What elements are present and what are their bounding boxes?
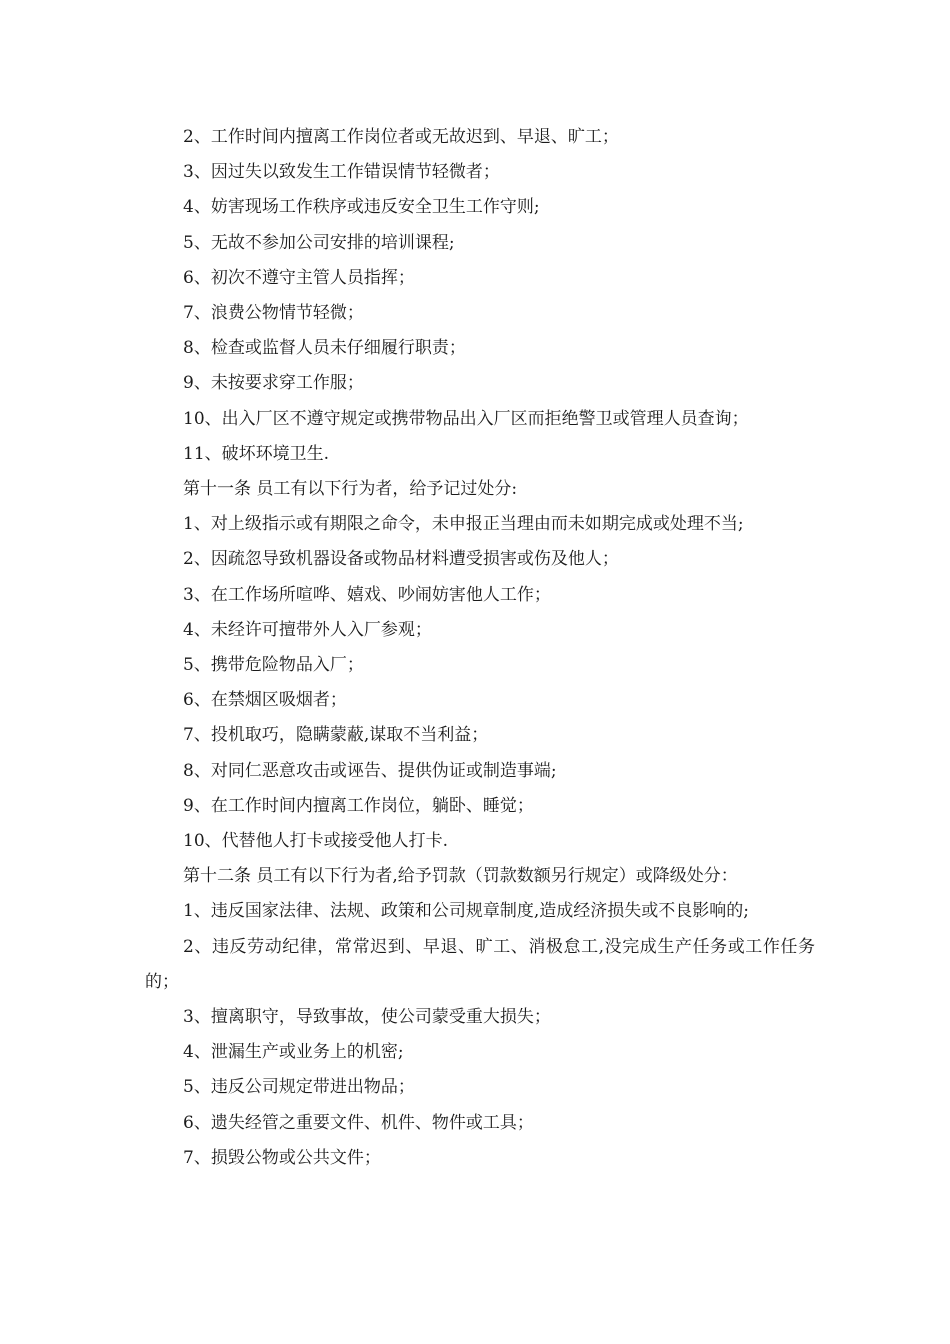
clause-line: 8、检查或监督人员未仔细履行职责； <box>183 338 466 359</box>
clause-line: 4、泄漏生产或业务上的机密; <box>183 1042 404 1063</box>
clause-line: 8、对同仁恶意攻击或诬告、提供伪证或制造事端; <box>183 760 557 781</box>
clause-line: 1、对上级指示或有期限之命令，未申报正当理由而未如期完成或处理不当; <box>183 514 744 535</box>
clause-line: 11、破坏环境卫生. <box>183 443 330 464</box>
document-body <box>145 120 815 1176</box>
clause-line: 9、在工作时间内擅离工作岗位，躺卧、睡觉； <box>183 795 534 816</box>
clause-line: 7、投机取巧，隐瞒蒙蔽,谋取不当利益； <box>183 725 489 746</box>
clause-line: 10、出入厂区不遵守规定或携带物品出入厂区而拒绝警卫或管理人员查询； <box>183 408 749 429</box>
clause-line: 5、携带危险物品入厂； <box>183 655 364 676</box>
clause-line: 4、未经许可擅带外人入厂参观； <box>183 619 432 640</box>
clause-line: 2、因疏忽导致机器设备或物品材料遭受损害或伤及他人； <box>183 549 619 570</box>
clause-line: 6、初次不遵守主管人员指挥； <box>183 267 415 288</box>
clause-paragraph: 1、违反国家法律、法规、政策和公司规章制度,造成经济损失或不良影响的; <box>183 901 749 922</box>
clause-line: 10、代替他人打卡或接受他人打卡. <box>183 831 449 852</box>
clause-line: 5、无故不参加公司安排的培训课程; <box>183 232 455 253</box>
clause-line: 9、未按要求穿工作服； <box>183 373 364 394</box>
clause-line: 3、因过失以致发生工作错误情节轻微者； <box>183 162 500 183</box>
clause-line: 6、遗失经管之重要文件、机件、物件或工具； <box>183 1112 534 1133</box>
article-heading: 第十一条 员工有以下行为者，给予记过处分: <box>183 479 518 500</box>
clause-line: 4、妨害现场工作秩序或违反安全卫生工作守则; <box>183 197 540 218</box>
clause-line: 6、在禁烟区吸烟者； <box>183 690 347 711</box>
clause-line: 5、违反公司规定带进出物品； <box>183 1077 415 1098</box>
clause-line: 7、浪费公物情节轻微； <box>183 303 364 324</box>
clause-line: 7、损毁公物或公共文件； <box>183 1147 381 1168</box>
clause-paragraph: 2、违反劳动纪律，常常迟到、早退、旷工、消极怠工,没完成生产任务或工作任务的； <box>145 936 815 992</box>
clause-line: 2、工作时间内擅离工作岗位者或无故迟到、早退、旷工； <box>183 127 619 147</box>
article-heading: 第十二条 员工有以下行为者,给予罚款（罚款数额另行规定）或降级处分： <box>183 866 738 887</box>
clause-line: 3、擅离职守，导致事故，使公司蒙受重大损失； <box>183 1007 551 1028</box>
clause-line: 3、在工作场所喧哗、嬉戏、吵闹妨害他人工作； <box>183 584 551 605</box>
